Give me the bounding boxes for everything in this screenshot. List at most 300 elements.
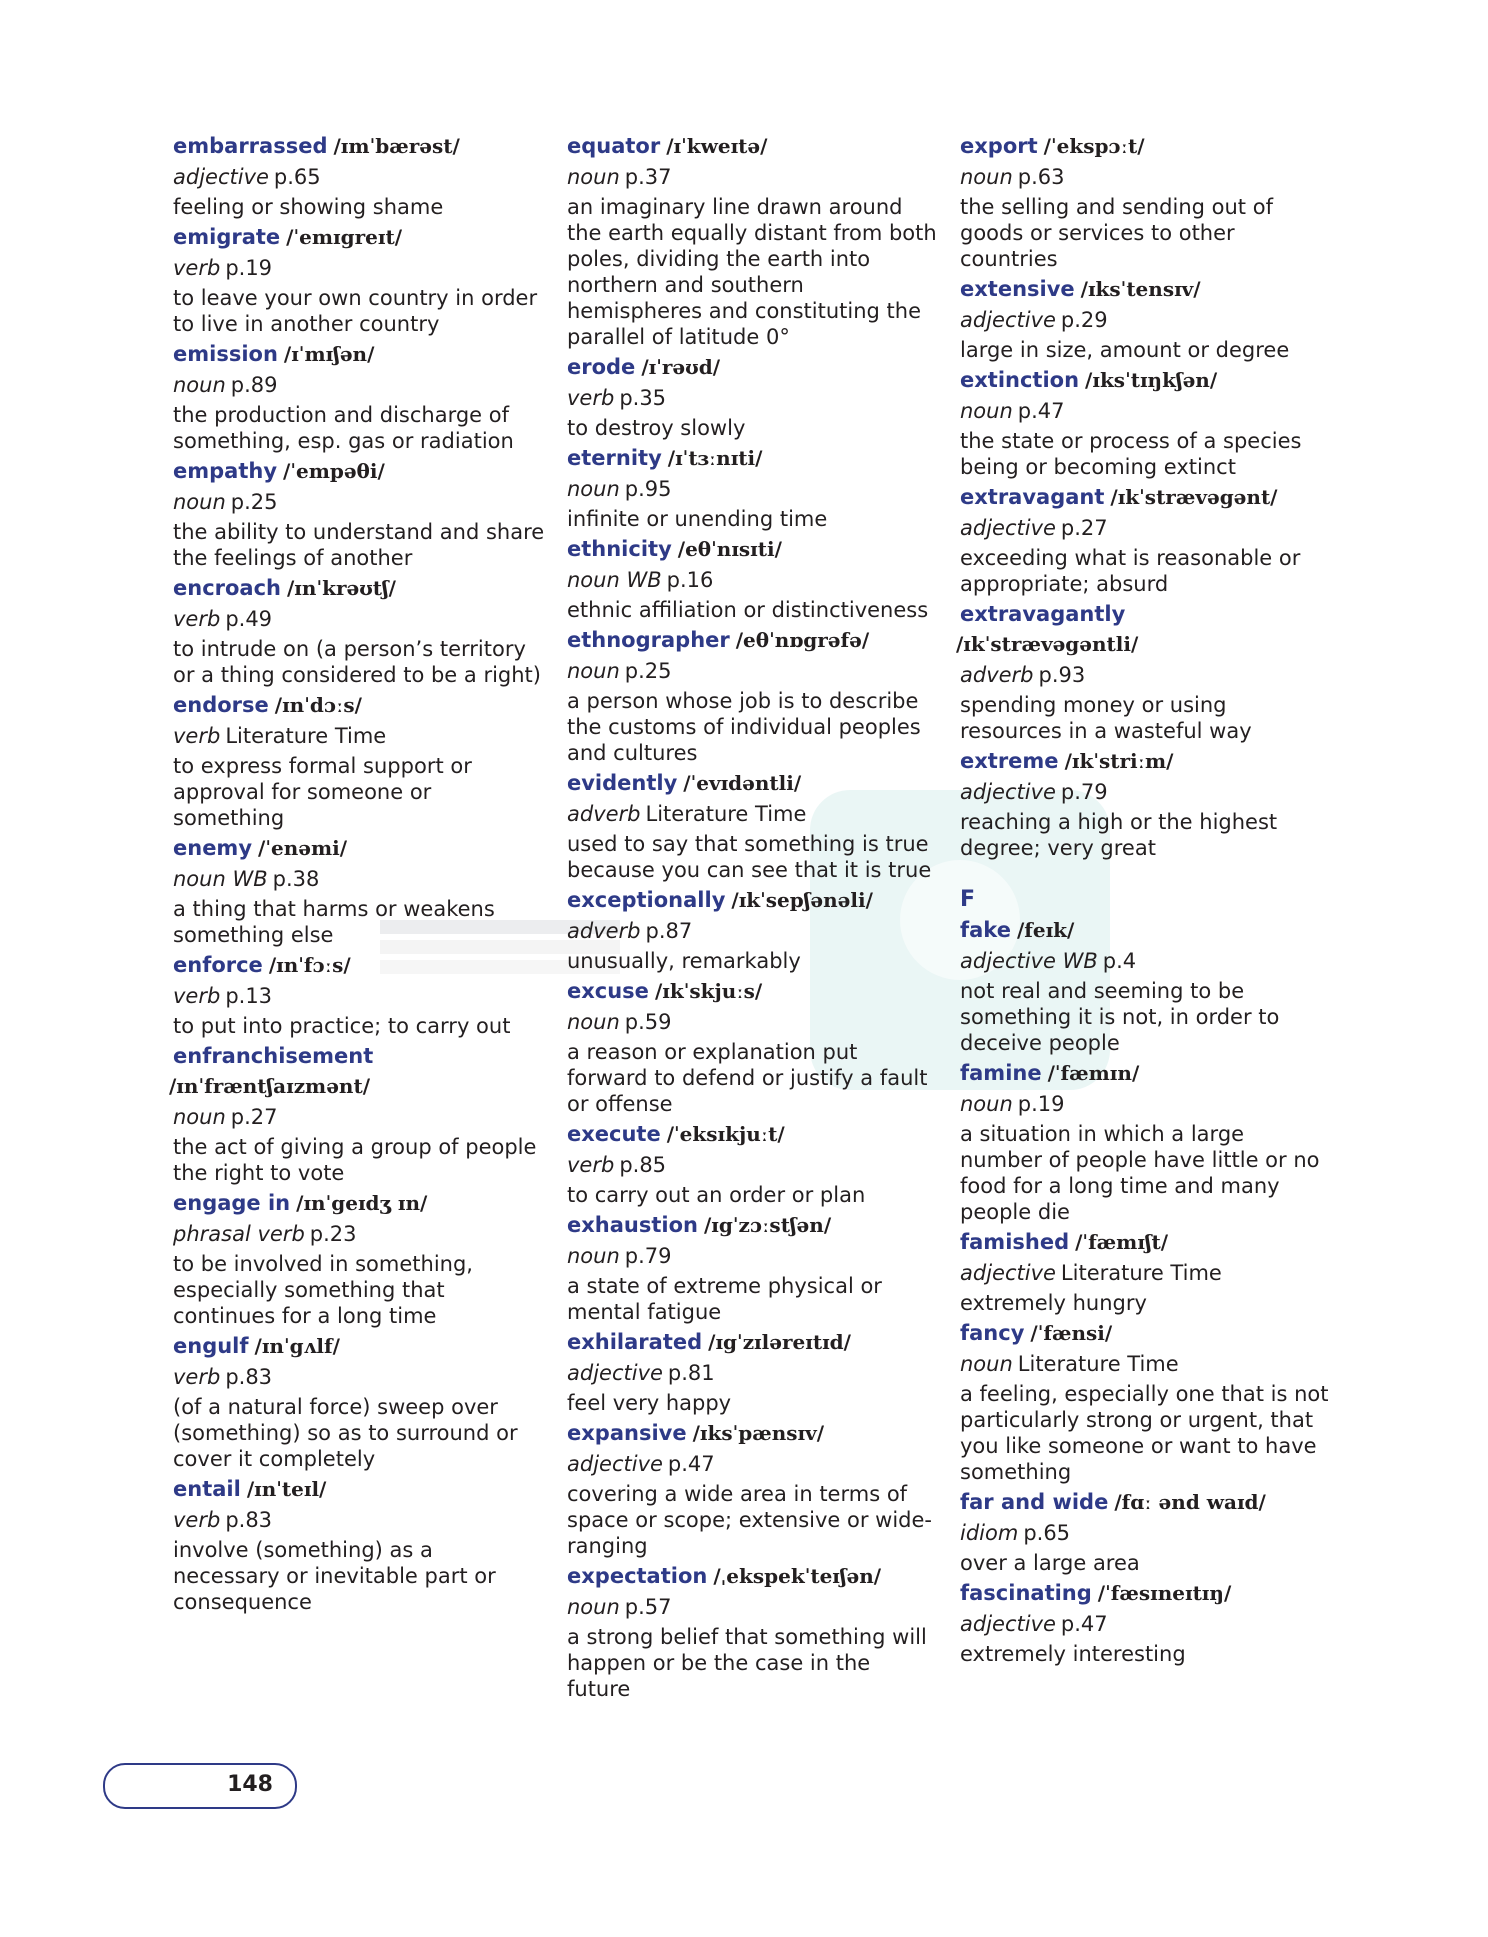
entry-info — [173, 1101, 545, 1133]
definition: to express formal support or approval for someone or something — [173, 754, 472, 830]
headword: expansive — [567, 1421, 687, 1445]
headword: endorse — [173, 693, 269, 717]
entry-info — [567, 473, 939, 505]
entry-info — [173, 1504, 545, 1536]
definition: exceeding what is reasonable or appropriate; absurd — [960, 546, 1301, 596]
pronunciation: /ɪˈrəʊd/ — [641, 355, 720, 379]
page-reference: Literature Time — [225, 724, 387, 748]
headword: enfranchisement — [173, 1044, 374, 1068]
headword: extravagantly — [960, 602, 1126, 626]
dictionary-entry — [567, 768, 939, 883]
entry-headline — [173, 456, 545, 486]
part-of-speech: noun — [567, 659, 620, 683]
entry-headline — [960, 746, 1332, 776]
headword: embarrassed — [173, 134, 328, 158]
entry-info — [173, 486, 545, 518]
entry-info — [173, 603, 545, 635]
page-reference: p.83 — [225, 1365, 273, 1389]
page-reference: Literature Time — [1060, 1261, 1222, 1285]
entry-info — [960, 1517, 1332, 1549]
headword: erode — [567, 355, 636, 379]
definition: to put into practice; to carry out — [173, 1014, 511, 1038]
pronunciation: /ɪnˈgeɪdʒ ɪn/ — [296, 1191, 428, 1215]
entry-headline — [173, 1474, 545, 1504]
part-of-speech: adjective — [173, 165, 269, 189]
definition: an imaginary line drawn around the earth equally distant from both poles, dividing the earth into northern and southern hemispheres and constituting the parallel of latitude 0° — [567, 195, 937, 349]
entry-headline — [567, 443, 939, 473]
entry-info — [960, 512, 1332, 544]
dictionary-entry — [567, 1119, 939, 1208]
pronunciation: /ˈempəθi/ — [283, 459, 385, 483]
entry-info — [567, 655, 939, 687]
part-of-speech: adjective — [960, 516, 1056, 540]
page-reference: p.65 — [1023, 1521, 1071, 1545]
page-reference: p.25 — [624, 659, 672, 683]
page-reference: p.38 — [272, 867, 320, 891]
entry-info — [567, 161, 939, 193]
headword: famine — [960, 1061, 1042, 1085]
part-of-speech: noun — [567, 1595, 620, 1619]
pronunciation: /ɪkˈsepʃənəli/ — [731, 888, 873, 912]
headword: emigrate — [173, 225, 281, 249]
entry-info — [567, 798, 939, 830]
page-reference: p.19 — [225, 256, 273, 280]
dictionary-entry — [567, 1561, 939, 1702]
entry-info — [567, 564, 939, 596]
headword: execute — [567, 1122, 661, 1146]
definition: large in size, amount or degree — [960, 338, 1290, 362]
pronunciation-line — [169, 1071, 545, 1101]
dictionary-entry — [960, 1487, 1332, 1576]
part-of-speech: noun — [173, 490, 226, 514]
dictionary-entry — [960, 746, 1332, 861]
part-of-speech: idiom — [960, 1521, 1019, 1545]
entry-headline — [960, 1318, 1332, 1348]
entry-headline — [173, 1331, 545, 1361]
entry-headline — [960, 1227, 1332, 1257]
entry-headline — [173, 833, 545, 863]
part-of-speech: noun — [173, 1105, 226, 1129]
pronunciation: /ɪgˈzɪləreɪtɪd/ — [708, 1330, 851, 1354]
entry-info — [567, 1357, 939, 1389]
entry-info — [567, 382, 939, 414]
page-reference: p.63 — [1017, 165, 1065, 189]
entry-headline — [567, 1119, 939, 1149]
entry-headline — [567, 1418, 939, 1448]
headword: encroach — [173, 576, 281, 600]
entry-info — [960, 776, 1332, 808]
page-reference: p.79 — [1060, 780, 1108, 804]
dictionary-entry — [567, 1418, 939, 1559]
dictionary-entry — [960, 131, 1332, 272]
part-of-speech: noun — [960, 1352, 1013, 1376]
page-reference: p.65 — [273, 165, 321, 189]
page-reference: p.47 — [1017, 399, 1065, 423]
definition: infinite or unending time — [567, 507, 828, 531]
dictionary-entry — [173, 456, 545, 571]
definition: covering a wide area in terms of space or scope; extensive or wide-ranging — [567, 1482, 933, 1558]
dictionary-entry — [960, 1227, 1332, 1316]
entry-headline — [960, 1487, 1332, 1517]
entry-info — [173, 252, 545, 284]
headword: enemy — [173, 836, 253, 860]
page-reference: p.95 — [624, 477, 672, 501]
pronunciation: /ˈevɪdəntli/ — [683, 771, 802, 795]
entry-headline — [173, 1188, 545, 1218]
pronunciation: /ˈfæmɪʃt/ — [1075, 1230, 1169, 1254]
pronunciation: /ɪnˈgʌlf/ — [254, 1334, 340, 1358]
entry-headline — [567, 768, 939, 798]
part-of-speech: noun — [960, 165, 1013, 189]
entry-headline — [567, 131, 939, 161]
part-of-speech: verb — [173, 984, 221, 1008]
part-of-speech: noun WB — [173, 867, 268, 891]
letter-heading: F — [960, 887, 976, 912]
dictionary-entry — [173, 1331, 545, 1472]
pronunciation: /ɪnˈteɪl/ — [246, 1477, 327, 1501]
headword: empathy — [173, 459, 278, 483]
page-reference: p.19 — [1017, 1092, 1065, 1116]
dictionary-entry — [173, 833, 545, 948]
definition: to destroy slowly — [567, 416, 746, 440]
part-of-speech: adjective — [960, 780, 1056, 804]
headword: extensive — [960, 277, 1075, 301]
entry-info — [173, 1361, 545, 1393]
pronunciation: /ɪˈmɪʃən/ — [283, 342, 375, 366]
part-of-speech: verb — [173, 724, 221, 748]
page-reference: p.57 — [624, 1595, 672, 1619]
headword: expectation — [567, 1564, 708, 1588]
headword: exceptionally — [567, 888, 726, 912]
part-of-speech: verb — [173, 1508, 221, 1532]
headword: ethnicity — [567, 537, 672, 561]
pronunciation: /ɪnˈdɔːs/ — [274, 693, 362, 717]
pronunciation: /ˈfænsi/ — [1030, 1321, 1113, 1345]
entry-headline — [960, 915, 1332, 945]
part-of-speech: noun — [567, 1244, 620, 1268]
entry-info — [567, 1240, 939, 1272]
entry-headline — [567, 1210, 939, 1240]
part-of-speech: adjective — [567, 1452, 663, 1476]
definition: extremely hungry — [960, 1291, 1147, 1315]
definition: a reason or explanation put forward to defend or justify a fault or offense — [567, 1040, 928, 1116]
definition: a situation in which a large number of people have little or no food for a long time and many people die — [960, 1122, 1320, 1224]
page-reference: p.81 — [667, 1361, 715, 1385]
page-reference: p.49 — [225, 607, 273, 631]
definition: to intrude on (a person’s territory or a thing considered to be a right) — [173, 637, 541, 687]
dictionary-entry — [567, 976, 939, 1117]
pronunciation: /eθˈnɪsɪti/ — [677, 537, 782, 561]
entry-info — [960, 945, 1332, 977]
definition: the state or process of a species being or becoming extinct — [960, 429, 1302, 479]
headword: famished — [960, 1230, 1070, 1254]
part-of-speech: verb — [173, 256, 221, 280]
part-of-speech: adjective WB — [960, 949, 1098, 973]
pronunciation: /ɪmˈbærəst/ — [333, 134, 460, 158]
dictionary-entry — [567, 885, 939, 974]
entry-info — [567, 1448, 939, 1480]
dictionary-entry — [960, 1318, 1332, 1485]
entry-headline — [173, 222, 545, 252]
entry-headline — [173, 950, 545, 980]
part-of-speech: verb — [567, 1153, 615, 1177]
entry-info — [960, 304, 1332, 336]
entry-info — [960, 659, 1332, 691]
definition: reaching a high or the highest degree; very great — [960, 810, 1278, 860]
entry-headline — [960, 1578, 1332, 1608]
pronunciation: /ɪˈkweɪtə/ — [666, 134, 768, 158]
part-of-speech: noun — [567, 165, 620, 189]
part-of-speech: adverb — [960, 663, 1034, 687]
page-reference: p.87 — [645, 919, 693, 943]
page-reference: p.47 — [1060, 1612, 1108, 1636]
page-reference: p.4 — [1102, 949, 1137, 973]
pronunciation: /ˈfæsɪneɪtɪŋ/ — [1097, 1581, 1232, 1605]
part-of-speech: noun — [567, 477, 620, 501]
definition: ethnic affiliation or distinctiveness — [567, 598, 929, 622]
part-of-speech: noun — [960, 399, 1013, 423]
definition: a strong belief that something will happen or be the case in the future — [567, 1625, 927, 1701]
dictionary-entry — [567, 443, 939, 532]
part-of-speech: adverb — [567, 919, 641, 943]
dictionary-entry — [173, 339, 545, 454]
part-of-speech: adjective — [960, 1612, 1056, 1636]
page-reference: p.89 — [230, 373, 278, 397]
part-of-speech: verb — [173, 1365, 221, 1389]
definition: to be involved in something, especially something that continues for a long time — [173, 1252, 473, 1328]
pronunciation: /ˌekspekˈteɪʃən/ — [713, 1564, 882, 1588]
entry-headline — [173, 131, 545, 161]
column-right — [956, 131, 1332, 1669]
page-reference: Literature Time — [645, 802, 807, 826]
headword: extravagant — [960, 485, 1105, 509]
dictionary-entry — [173, 950, 545, 1039]
pronunciation: /feɪk/ — [1016, 918, 1075, 942]
definition: unusually, remarkably — [567, 949, 801, 973]
headword: extinction — [960, 368, 1080, 392]
headword: excuse — [567, 979, 649, 1003]
definition: (of a natural force) sweep over (something) so as to surround or cover it completely — [173, 1395, 518, 1471]
entry-headline — [567, 625, 939, 655]
entry-info — [173, 863, 545, 895]
dictionary-entry — [956, 599, 1332, 744]
dictionary-entry — [567, 131, 939, 350]
pronunciation: /ˈenəmi/ — [258, 836, 348, 860]
pronunciation: /ˈeksɪkjuːt/ — [666, 1122, 785, 1146]
entry-info — [960, 1348, 1332, 1380]
headword: engulf — [173, 1334, 249, 1358]
page-reference: p.83 — [225, 1508, 273, 1532]
page-reference: p.47 — [667, 1452, 715, 1476]
entry-info — [960, 395, 1332, 427]
headword: fancy — [960, 1321, 1025, 1345]
definition: a thing that harms or weakens something else — [173, 897, 495, 947]
entry-headline — [960, 599, 1332, 629]
entry-headline — [960, 365, 1332, 395]
page-reference: p.25 — [230, 490, 278, 514]
headword: entail — [173, 1477, 241, 1501]
dictionary-entry — [173, 1474, 545, 1615]
dictionary-entry — [960, 915, 1332, 1056]
dictionary-entry — [173, 131, 545, 220]
entry-info — [173, 980, 545, 1012]
definition: used to say that something is true because you can see that it is true — [567, 832, 932, 882]
pronunciation: /ˈemɪgreɪt/ — [286, 225, 402, 249]
part-of-speech: adjective — [960, 308, 1056, 332]
dictionary-entry — [567, 1327, 939, 1416]
page-reference: p.79 — [624, 1244, 672, 1268]
page-reference: p.23 — [309, 1222, 357, 1246]
headword: ethnographer — [567, 628, 730, 652]
part-of-speech: noun — [173, 373, 226, 397]
page-reference: p.13 — [225, 984, 273, 1008]
entry-info — [960, 161, 1332, 193]
definition: extremely interesting — [960, 1642, 1186, 1666]
pronunciation-line — [956, 629, 1332, 659]
headword: evidently — [567, 771, 678, 795]
dictionary-entry — [169, 1041, 545, 1186]
dictionary-entry — [173, 1188, 545, 1329]
page-reference: Literature Time — [1017, 1352, 1179, 1376]
entry-headline — [567, 352, 939, 382]
page-reference: p.59 — [624, 1010, 672, 1034]
page-reference: p.27 — [230, 1105, 278, 1129]
entry-headline — [960, 1058, 1332, 1088]
headword: extreme — [960, 749, 1059, 773]
pronunciation: /ˈekspɔːt/ — [1043, 134, 1145, 158]
part-of-speech: adjective — [567, 1361, 663, 1385]
headword: far and wide — [960, 1490, 1109, 1514]
entry-headline — [567, 1327, 939, 1357]
page-reference: p.85 — [619, 1153, 667, 1177]
entry-headline — [173, 339, 545, 369]
entry-headline — [567, 885, 939, 915]
entry-info — [173, 1218, 545, 1250]
definition: feel very happy — [567, 1391, 732, 1415]
page-reference: p.35 — [619, 386, 667, 410]
dictionary-entry — [567, 352, 939, 441]
pronunciation: /ɪnˈkrəʊtʃ/ — [287, 576, 396, 600]
dictionary-entry — [567, 625, 939, 766]
dictionary-entry — [960, 1578, 1332, 1667]
part-of-speech: adverb — [567, 802, 641, 826]
headword: enforce — [173, 953, 263, 977]
pronunciation: /ɪkˈstriːm/ — [1064, 749, 1174, 773]
headword: equator — [567, 134, 661, 158]
page-reference: p.16 — [666, 568, 714, 592]
part-of-speech: verb — [173, 607, 221, 631]
entry-headline — [567, 1561, 939, 1591]
entry-headline — [173, 573, 545, 603]
definition: to carry out an order or plan — [567, 1183, 866, 1207]
dictionary-entry — [173, 222, 545, 337]
dictionary-entry — [567, 1210, 939, 1325]
definition: over a large area — [960, 1551, 1140, 1575]
page-reference: p.93 — [1038, 663, 1086, 687]
definition: to leave your own country in order to live in another country — [173, 286, 538, 336]
dictionary-entry — [960, 274, 1332, 363]
entry-info — [173, 720, 545, 752]
entry-info — [567, 1006, 939, 1038]
page-number: 148 — [227, 1772, 273, 1797]
entry-headline — [567, 534, 939, 564]
pronunciation: /ɪksˈtɪŋkʃən/ — [1085, 368, 1218, 392]
part-of-speech: noun WB — [567, 568, 662, 592]
entry-headline — [567, 976, 939, 1006]
part-of-speech: verb — [567, 386, 615, 410]
definition: spending money or using resources in a wasteful way — [960, 693, 1252, 743]
page-number-badge — [103, 1763, 297, 1809]
headword: exhaustion — [567, 1213, 698, 1237]
entry-headline — [960, 131, 1332, 161]
pronunciation: /fɑː ənd waɪd/ — [1114, 1490, 1266, 1514]
page-reference: p.37 — [624, 165, 672, 189]
entry-info — [567, 1149, 939, 1181]
dictionary-entry — [567, 534, 939, 623]
entry-info — [567, 915, 939, 947]
headword: fascinating — [960, 1581, 1092, 1605]
definition: a feeling, especially one that is not particularly strong or urgent, that you like someone or want to have something — [960, 1382, 1329, 1484]
page-reference: p.29 — [1060, 308, 1108, 332]
pronunciation: /ɪksˈpænsɪv/ — [692, 1421, 825, 1445]
dictionary-entry — [173, 573, 545, 688]
definition: the selling and sending out of goods or services to other countries — [960, 195, 1273, 271]
pronunciation: /ɪnˈfɔːs/ — [268, 953, 351, 977]
part-of-speech: noun — [960, 1092, 1013, 1116]
pronunciation: /ˈfæmɪn/ — [1047, 1061, 1140, 1085]
entry-info — [960, 1088, 1332, 1120]
part-of-speech: noun — [567, 1010, 620, 1034]
entry-info — [567, 1591, 939, 1623]
definition: the production and discharge of something, esp. gas or radiation — [173, 403, 514, 453]
entry-headline — [960, 274, 1332, 304]
definition: feeling or showing shame — [173, 195, 444, 219]
entry-info — [173, 161, 545, 193]
entry-headline — [960, 482, 1332, 512]
pronunciation: /ɪˈtɜːnɪti/ — [667, 446, 763, 470]
pronunciation: /ɪksˈtensɪv/ — [1080, 277, 1201, 301]
entry-headline — [173, 1041, 545, 1071]
headword: eternity — [567, 446, 662, 470]
pronunciation: /ɪnˈfræntʃaɪzmənt/ — [169, 1074, 371, 1098]
definition: not real and seeming to be something it is not, in order to deceive people — [960, 979, 1280, 1055]
part-of-speech: phrasal verb — [173, 1222, 305, 1246]
entry-info — [960, 1608, 1332, 1640]
entry-info — [173, 369, 545, 401]
definition: involve (something) as a necessary or inevitable part or consequence — [173, 1538, 496, 1614]
headword: exhilarated — [567, 1330, 703, 1354]
pronunciation: /eθˈnɒgrəfə/ — [735, 628, 870, 652]
entry-info — [960, 1257, 1332, 1289]
definition: a state of extreme physical or mental fatigue — [567, 1274, 882, 1324]
dictionary-entry — [960, 482, 1332, 597]
headword: emission — [173, 342, 278, 366]
dictionary-entry — [173, 690, 545, 831]
definition: a person whose job is to describe the customs of individual peoples and cultures — [567, 689, 921, 765]
definition: the ability to understand and share the feelings of another — [173, 520, 545, 570]
pronunciation: /ɪkˈskjuːs/ — [654, 979, 763, 1003]
dictionary-entry — [960, 1058, 1332, 1225]
column-middle — [567, 131, 939, 1704]
headword: engage in — [173, 1191, 291, 1215]
pronunciation: /ɪkˈstrævəgəntli/ — [956, 632, 1139, 656]
pronunciation: /ɪgˈzɔːstʃən/ — [703, 1213, 832, 1237]
part-of-speech: adjective — [960, 1261, 1056, 1285]
page-reference: p.27 — [1060, 516, 1108, 540]
headword: export — [960, 134, 1038, 158]
headword: fake — [960, 918, 1011, 942]
definition: the act of giving a group of people the right to vote — [173, 1135, 537, 1185]
